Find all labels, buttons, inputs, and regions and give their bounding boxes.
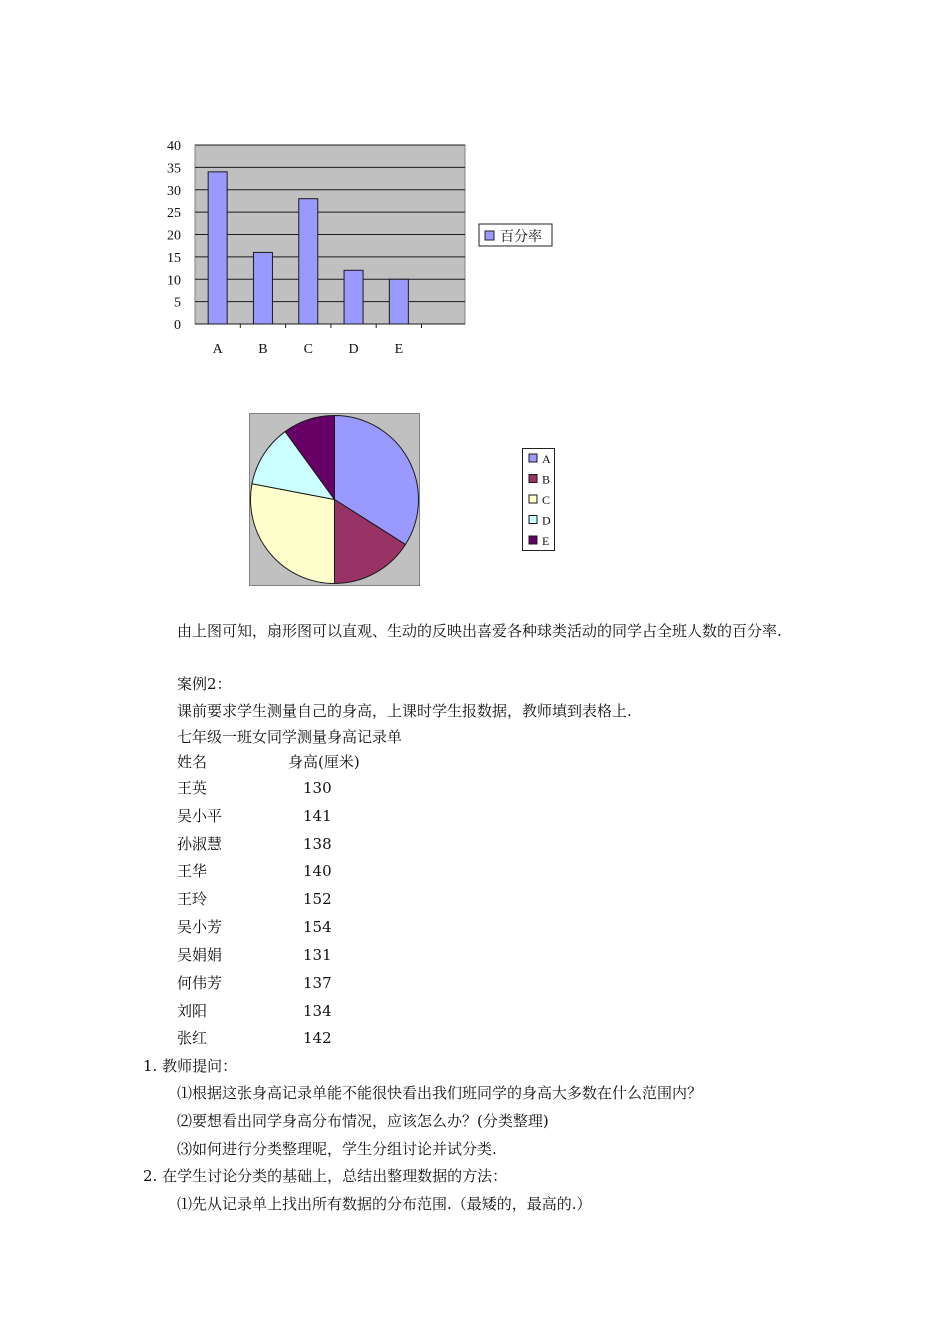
bar-y-tick-label: 25 (167, 206, 181, 222)
column-header-height: 身高(厘米) (288, 753, 360, 771)
bar-x-tick-label: E (394, 342, 404, 357)
bar-x-labels (213, 342, 404, 357)
table-row-height: 152 (303, 890, 332, 908)
table-row-name: 吴小芳 (177, 918, 223, 936)
bar-c (299, 199, 318, 324)
table-row-name: 刘阳 (177, 1002, 208, 1020)
section-1-heading: 1. 教师提问： (143, 1057, 238, 1075)
table-row-height: 130 (303, 779, 332, 797)
bar-y-tick-label: 40 (167, 139, 181, 154)
pie-legend-label-b: B (542, 472, 551, 487)
section-2-heading: 2. 在学生讨论分类的基础上，总结出整理数据的方法： (143, 1167, 508, 1185)
bar-b (253, 252, 272, 324)
bar-e (389, 279, 408, 324)
bar-y-tick-label: 20 (167, 228, 181, 244)
table-row-height: 140 (303, 862, 332, 880)
question-1: ⑴根据这张身高记录单能不能很快看出我们班同学的身高大多数在什么范围内？ (177, 1084, 703, 1102)
pie-legend-swatch-c (529, 495, 537, 503)
table-title: 七年级一班女同学测量身高记录单 (177, 728, 403, 746)
bar-legend-swatch (485, 231, 494, 240)
table-row-name: 张红 (177, 1029, 208, 1047)
bar-y-tick-label: 15 (167, 250, 181, 266)
table-row-height: 142 (303, 1029, 332, 1047)
table-row-name: 王华 (177, 862, 208, 880)
table-row-name: 孙淑慧 (177, 835, 223, 853)
bar-y-tick-label: 30 (167, 183, 181, 199)
bar-y-ticks (167, 139, 181, 333)
bar-y-tick-label: 0 (174, 318, 181, 333)
table-row-height: 138 (303, 835, 332, 853)
paragraph-pie-summary: 由上图可知，扇形图可以直观、生动的反映出喜爱各种球类活动的同学占全班人数的百分率. (177, 622, 782, 640)
bar-x-tick-label: B (258, 342, 268, 357)
bar-legend-label: 百分率 (500, 229, 542, 245)
table-row-height: 154 (303, 918, 332, 936)
bar-y-tick-label: 35 (167, 161, 181, 177)
bar-y-tick-label: 10 (167, 273, 181, 289)
pie-legend-swatch-e (529, 536, 537, 544)
table-row-name: 王英 (177, 779, 208, 797)
bar-x-tick-label: A (212, 342, 223, 357)
question-3: ⑶如何进行分类整理呢，学生分组讨论并试分类. (177, 1140, 497, 1158)
case-2-heading: 案例2： (177, 675, 232, 693)
pie-legend-swatch-d (529, 516, 537, 524)
pie-legend (522, 448, 558, 552)
table-row-height: 131 (303, 946, 332, 964)
pie-chart (249, 413, 421, 587)
pie-legend-label-c: C (542, 493, 551, 507)
table-row-height: 137 (303, 974, 332, 992)
pie-legend-swatch-b (529, 475, 537, 483)
bar-chart (150, 135, 570, 365)
bar-x-tick-label: D (348, 342, 359, 357)
column-header-name: 姓名 (177, 753, 208, 771)
pie-legend-label-a: A (542, 452, 551, 466)
pie-slices (251, 416, 419, 584)
question-2: ⑵要想看出同学身高分布情况，应该怎么办？(分类整理) (177, 1112, 549, 1130)
method-1: ⑴先从记录单上找出所有数据的分布范围.（最矮的，最高的.） (177, 1195, 592, 1213)
table-row-height: 134 (303, 1002, 332, 1020)
pie-legend-label-d: D (542, 513, 551, 528)
pie-legend-label-e: E (542, 534, 550, 548)
table-row-height: 141 (303, 807, 332, 825)
table-row-name: 王玲 (177, 890, 208, 908)
bar-x-tick-label: C (303, 342, 313, 357)
bar-legend (479, 224, 552, 246)
bar-a (208, 172, 227, 324)
table-row-name: 何伟芳 (177, 974, 223, 992)
pie-legend-swatch-a (529, 454, 537, 462)
bar-y-tick-label: 5 (174, 295, 181, 311)
table-row-name: 吴娟娟 (177, 946, 223, 964)
table-row-name: 吴小平 (177, 807, 223, 825)
bar-d (344, 270, 363, 324)
case-2-intro: 课前要求学生测量自己的身高，上课时学生报数据，教师填到表格上. (177, 702, 632, 720)
